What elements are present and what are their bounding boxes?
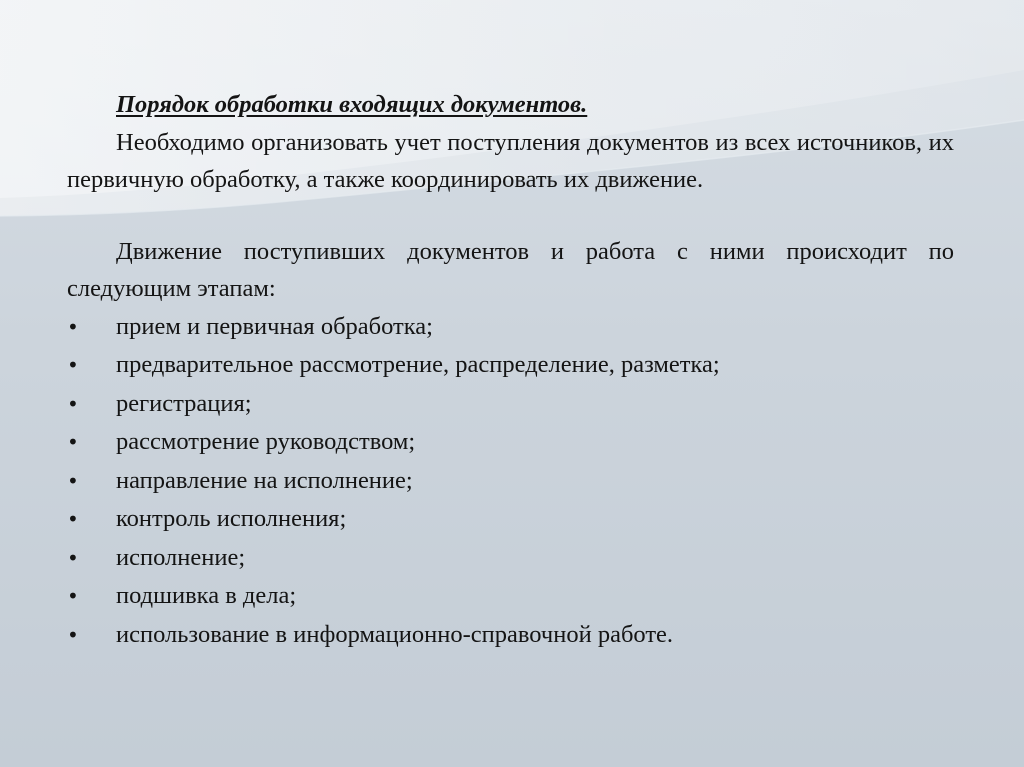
list-item-text: контроль исполнения;	[116, 505, 347, 532]
list-item-text: направление на исполнение;	[116, 466, 413, 494]
list-item	[67, 462, 954, 501]
list-item-text: подшивка в дела;	[116, 582, 297, 609]
bullet-icon: •	[67, 353, 79, 377]
list-item	[67, 616, 954, 655]
list-item-text: прием и первичная обработка;	[116, 312, 433, 340]
bullet-icon: •	[67, 545, 79, 570]
list-item	[67, 539, 954, 578]
list-item	[67, 423, 954, 462]
bullet-icon: •	[67, 314, 79, 339]
bullet-icon: •	[67, 430, 79, 454]
list-item-text: предварительное рассмотрение, распределение, разметка;	[116, 351, 720, 378]
intro-paragraph: Необходимо организовать учет поступления документов из всех источников, их первичную обработку, а также координировать их движение.	[67, 128, 954, 193]
bullet-icon: •	[67, 584, 79, 608]
stages-paragraph: Движение поступивших документов и работа с ними происходит по следующим этапам:	[67, 237, 954, 302]
list-item	[67, 385, 954, 424]
list-item	[67, 577, 954, 616]
slide-content	[67, 86, 954, 654]
list-item-text: рассмотрение руководством;	[116, 428, 416, 455]
list-item-text: использование в информационно-справочной работе.	[116, 620, 674, 648]
list-item-text: исполнение;	[116, 543, 246, 571]
list-item-text: регистрация;	[116, 389, 252, 417]
list-item	[67, 308, 954, 347]
bullet-icon: •	[67, 391, 79, 416]
bullet-icon: •	[67, 468, 79, 493]
paragraph-spacer	[67, 199, 954, 233]
list-item	[67, 346, 954, 385]
bullet-icon: •	[67, 507, 79, 531]
slide-heading: Порядок обработки входящих документов.	[116, 91, 588, 118]
bullet-icon: •	[67, 622, 79, 647]
stages-list	[67, 308, 954, 655]
list-item	[67, 500, 954, 539]
